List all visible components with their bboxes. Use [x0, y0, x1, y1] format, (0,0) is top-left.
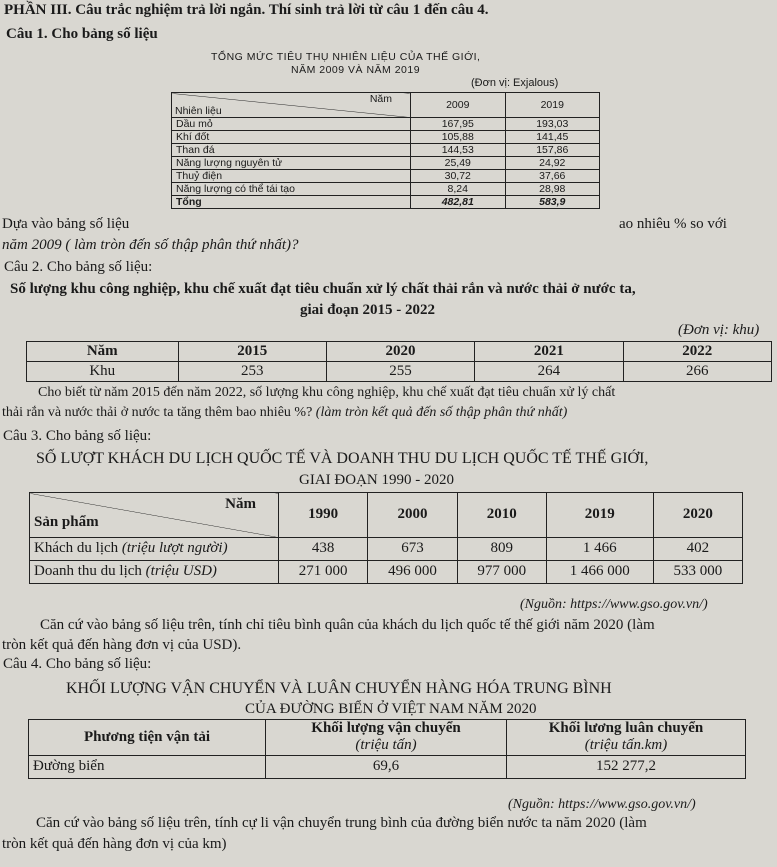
row-unit: (triệu USD)	[145, 563, 217, 580]
fuel-consumption-table	[171, 92, 600, 209]
cell-value: 402	[653, 538, 742, 561]
header-year: 2020	[653, 493, 742, 538]
cell-value: 533 000	[653, 561, 742, 584]
table-row	[30, 538, 743, 561]
q4-title-line1: KHỐI LƯỢNG VẬN CHUYỂN VÀ LUÂN CHUYỂN HÀNG HÓA TRUNG BÌNH	[66, 680, 612, 697]
row-name-text: Doanh thu du lịch	[34, 563, 142, 580]
row-value-2009: 25,49	[411, 157, 506, 170]
table-row	[27, 362, 772, 382]
header-turnover-unit: (triệu tấn.km)	[584, 737, 668, 754]
q2-title-line1: Số lượng khu công nghiệp, khu chế xuất đạt tiêu chuẩn xử lý chất thải rắn và nước thải ở nước ta,	[10, 281, 636, 297]
row-value-2009: 167,95	[411, 118, 506, 131]
q3-label: Câu 3. Cho bảng số liệu:	[3, 428, 152, 444]
q4-question-line1: Căn cứ vào bảng số liệu trên, tính cự li vận chuyển trung bình của đường biển nước ta năm 2020 (làm	[36, 815, 647, 831]
row-name: Khí đốt	[172, 131, 411, 144]
q2-question-line1: Cho biết từ năm 2015 đến năm 2022, số lượng khu công nghiệp, khu chế xuất đạt tiêu chuẩn xử lý chất	[38, 385, 616, 400]
header-year: 2015	[178, 342, 326, 362]
header-year: 2019	[546, 493, 653, 538]
q1-title-line1: TỔNG MỨC TIÊU THỤ NHIÊN LIỆU CỦA THẾ GIỚI,	[211, 51, 481, 63]
row-name: Năng lượng nguyên tử	[172, 157, 411, 170]
row-value-2019: 141,45	[505, 131, 600, 144]
q1-label: Câu 1. Cho bảng số liệu	[6, 26, 158, 42]
header-item-label: Sản phẩm	[34, 513, 99, 530]
header-year-label: Năm	[27, 342, 179, 362]
cell-value: 1 466 000	[546, 561, 653, 584]
row-name	[30, 561, 279, 584]
header-year-label: Năm	[369, 93, 392, 105]
q1-unit: (Đơn vị: Exjalous)	[471, 77, 559, 89]
table-row	[172, 118, 600, 131]
cell-value: 264	[475, 362, 623, 382]
q2-label: Câu 2. Cho bảng số liệu:	[4, 259, 153, 275]
header-year: 2020	[326, 342, 474, 362]
row-name: Năng lượng có thể tái tạo	[172, 183, 411, 196]
header-volume-unit: (triệu tấn)	[355, 737, 417, 754]
row-value-2019: 157,86	[505, 144, 600, 157]
cell-value: 1 466	[546, 538, 653, 561]
row-name: Đường biển	[29, 755, 266, 778]
table-row	[172, 170, 600, 183]
row-value-2019: 37,66	[505, 170, 600, 183]
row-value-2009: 482,81	[411, 196, 506, 209]
table-row	[172, 157, 600, 170]
cell-value: 977 000	[457, 561, 546, 584]
table-row	[172, 131, 600, 144]
header-year: 2022	[623, 342, 771, 362]
cell-value: 253	[178, 362, 326, 382]
q1-question-left: Dựa vào bảng số liệu	[2, 216, 130, 232]
cell-value: 152 277,2	[507, 755, 746, 778]
table-row	[30, 561, 743, 584]
header-year-label: Năm	[225, 496, 256, 512]
header-item-label: Nhiên liệu	[175, 104, 222, 117]
row-value-2019: 193,03	[505, 118, 600, 131]
header-year-2009: 2009	[411, 93, 506, 118]
q4-label: Câu 4. Cho bảng số liệu:	[3, 656, 152, 672]
q1-question-line2: năm 2009 ( làm tròn đến số thập phân thứ nhất)?	[2, 237, 299, 253]
header-year-2019: 2019	[505, 93, 600, 118]
row-name-text: Khách du lịch	[34, 540, 119, 557]
q3-question-line1: Căn cứ vào bảng số liệu trên, tính chỉ tiêu bình quân của khách du lịch quốc tế thế giới năm 2020 (làm	[40, 617, 655, 633]
cell-value: 69,6	[266, 755, 507, 778]
row-name: Thuỷ điện	[172, 170, 411, 183]
row-value-2009: 30,72	[411, 170, 506, 183]
row-value-2019: 28,98	[505, 183, 600, 196]
table-header-corner	[30, 493, 279, 538]
q3-question-line2: tròn kết quả đến hàng đơn vị của USD).	[2, 637, 242, 653]
q2-title-line2: giai đoạn 2015 - 2022	[300, 302, 436, 318]
q2-question-line2-italic: (làm tròn kết quả đến số thập phân thứ nhất)	[315, 405, 568, 420]
cell-value: 255	[326, 362, 474, 382]
table-row	[172, 183, 600, 196]
shipping-table	[28, 719, 746, 779]
cell-value: 438	[279, 538, 368, 561]
q1-question-right: ao nhiêu % so với	[619, 216, 727, 232]
row-name: Dầu mỏ	[172, 118, 411, 131]
header-year: 1990	[279, 493, 368, 538]
cell-value: 266	[623, 362, 771, 382]
header-turnover-name: Khối lương luân chuyển	[548, 720, 704, 736]
part-heading: PHẦN III. Câu trắc nghiệm trả lời ngắn. Thí sinh trả lời từ câu 1 đến câu 4.	[4, 2, 489, 18]
q3-source: (Nguồn: https://www.gso.gov.vn/)	[520, 597, 708, 612]
table-header-corner	[172, 93, 411, 118]
q2-question-line2	[2, 405, 567, 421]
industrial-zone-table	[26, 341, 772, 382]
q2-question-line2-plain: thải rắn và nước thải ở nước ta tăng thêm bao nhiêu %?	[2, 405, 313, 420]
q2-unit: (Đơn vị: khu)	[678, 322, 760, 338]
q4-title-line2: CỦA ĐƯỜNG BIỂN Ở VIỆT NAM NĂM 2020	[245, 701, 537, 717]
cell-value: 809	[457, 538, 546, 561]
table-row-total	[172, 196, 600, 209]
q4-question-line2: tròn kết quả đến hàng đơn vị của km)	[2, 836, 227, 852]
row-name: Than đá	[172, 144, 411, 157]
cell-value: 496 000	[368, 561, 457, 584]
q3-title-line2: GIAI ĐOẠN 1990 - 2020	[299, 472, 454, 488]
cell-value: 673	[368, 538, 457, 561]
table-row	[29, 755, 746, 778]
row-value-2019: 583,9	[505, 196, 600, 209]
q1-title-line2: NĂM 2009 VÀ NĂM 2019	[291, 64, 421, 76]
q3-title-line1: SỐ LƯỢT KHÁCH DU LỊCH QUỐC TẾ VÀ DOANH THU DU LỊCH QUỐC TẾ THẾ GIỚI,	[36, 450, 649, 467]
row-unit: (triệu lượt người)	[121, 540, 228, 557]
row-value-2009: 105,88	[411, 131, 506, 144]
table-row	[172, 144, 600, 157]
q4-source: (Nguồn: https://www.gso.gov.vn/)	[508, 797, 696, 812]
row-name	[30, 538, 279, 561]
header-turnover	[507, 720, 746, 756]
header-year: 2000	[368, 493, 457, 538]
header-year: 2010	[457, 493, 546, 538]
row-value-2009: 8,24	[411, 183, 506, 196]
row-value-2009: 144,53	[411, 144, 506, 157]
tourism-table	[29, 492, 743, 584]
row-value-2019: 24,92	[505, 157, 600, 170]
header-volume	[266, 720, 507, 756]
row-label: Khu	[27, 362, 179, 382]
row-name: Tổng	[172, 196, 411, 209]
header-year: 2021	[475, 342, 623, 362]
cell-value: 271 000	[279, 561, 368, 584]
header-volume-name: Khối lượng vận chuyển	[311, 720, 461, 736]
header-transport: Phương tiện vận tải	[29, 720, 266, 756]
